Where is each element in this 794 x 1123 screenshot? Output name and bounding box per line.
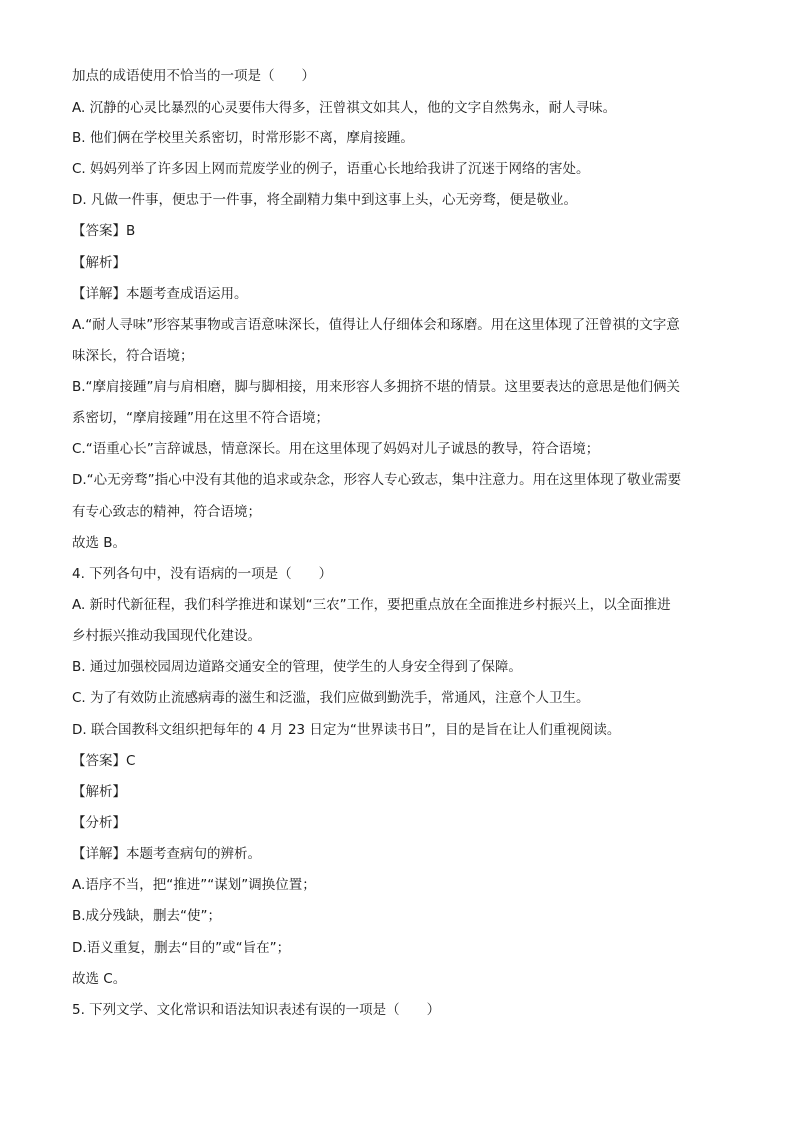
q4-explanation-d: D.语义重复，删去“目的”或“旨在”； (72, 940, 291, 956)
explanation-a-line-2: 味深长，符合语境； (72, 348, 194, 364)
explanation-b-line-2: 系密切，“摩肩接踵”用在这里不符合语境； (72, 410, 329, 426)
q4-option-b: B. 通过加强校园周边道路交通安全的管理，使学生的人身安全得到了保障。 (72, 659, 522, 675)
question-5-stem: 5. 下列文学、文化常识和语法知识表述有误的一项是（ ） (72, 1002, 441, 1018)
explanation-a-line-1: A.“耐人寻味”形容某事物或言语意味深长，值得让人仔细体会和琢磨。用在这里体现了汪曾祺的文字意 (72, 317, 680, 333)
q4-explanation-b: B.成分残缺，删去“使”； (72, 908, 222, 924)
option-a: A. 沉静的心灵比暴烈的心灵要伟大得多，汪曾祺文如其人，他的文字自然隽永，耐人寻味。 (72, 100, 617, 116)
q4-option-c: C. 为了有效防止流感病毒的滋生和泛滥，我们应做到勤洗手，常通风，注意个人卫生。 (72, 690, 590, 706)
q4-analysis-sub-label: 【分析】 (72, 815, 126, 831)
explanation-d-line-2: 有专心致志的精神，符合语境； (72, 504, 261, 520)
explanation-d-line-1: D.“心无旁骛”指心中没有其他的追求或杂念，形容人专心致志，集中注意力。用在这里体现了敬业需要 (72, 472, 682, 488)
explanation-c: C.“语重心长”言辞诚恳，情意深长。用在这里体现了妈妈对儿子诚恳的教导，符合语境； (72, 441, 600, 457)
q4-answer-label: 【答案】C (72, 753, 136, 769)
question-3-stem: 加点的成语使用不恰当的一项是（ ） (72, 68, 315, 84)
option-d: D. 凡做一件事，便忠于一件事，将全副精力集中到这事上头，心无旁骛，便是敬业。 (72, 192, 577, 208)
question-4-stem: 4. 下列各句中，没有语病的一项是（ ） (72, 566, 333, 582)
q4-conclusion: 故选 C。 (72, 971, 127, 987)
q4-detail-line: 【详解】本题考查病句的辨析。 (72, 846, 261, 862)
analysis-label: 【解析】 (72, 255, 126, 271)
explanation-b-line-1: B.“摩肩接踵”肩与肩相磨，脚与脚相接，用来形容人多拥挤不堪的情景。这里要表达的意思是他们俩关 (72, 379, 681, 395)
q4-analysis-label: 【解析】 (72, 784, 126, 800)
q4-option-d: D. 联合国教科文组织把每年的 4 月 23 日定为“世界读书日”，目的是旨在让人们重视阅读。 (72, 722, 621, 738)
conclusion: 故选 B。 (72, 535, 127, 551)
q4-option-a-line-1: A. 新时代新征程，我们科学推进和谋划“三农”工作，要把重点放在全面推进乡村振兴上，以全面推进 (72, 597, 671, 613)
detail-line: 【详解】本题考查成语运用。 (72, 286, 248, 302)
answer-label: 【答案】B (72, 223, 136, 239)
q4-explanation-a: A.语序不当，把“推进”“谋划”调换位置； (72, 877, 316, 893)
q4-option-a-line-2: 乡村振兴推动我国现代化建设。 (72, 628, 261, 644)
option-c: C. 妈妈列举了许多因上网而荒废学业的例子，语重心长地给我讲了沉迷于网络的害处。 (72, 161, 590, 177)
option-b: B. 他们俩在学校里关系密切，时常形影不离，摩肩接踵。 (72, 130, 414, 146)
